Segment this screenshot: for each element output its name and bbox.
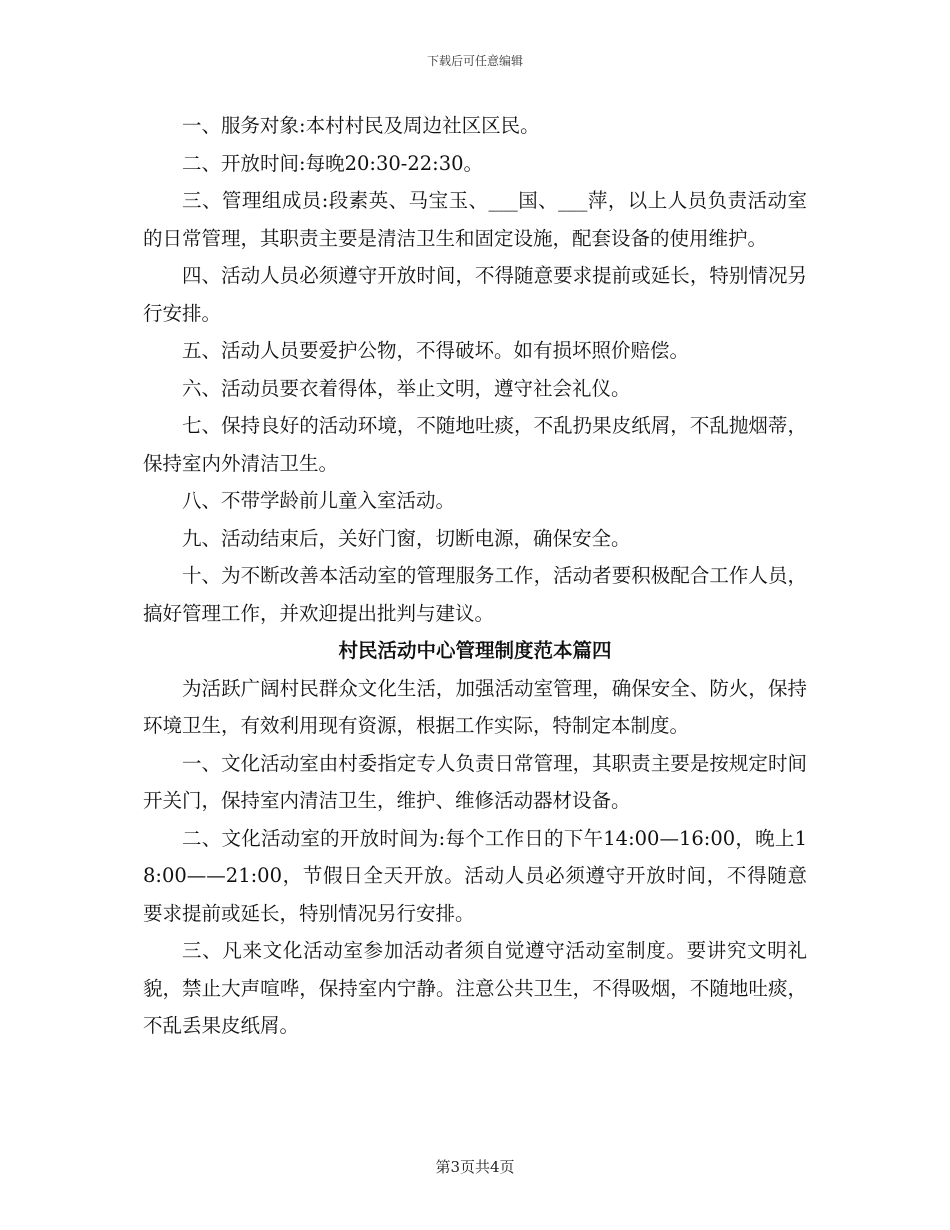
- section-rule-item-2: 二、文化活动室的开放时间为:每个工作日的下午14:00—16:00，晚上18:00——21:00，节假日全天开放。活动人员必须遵守开放时间，不得随意要求提前或延长，特别情况另行安排。: [143, 826, 807, 925]
- page-header-note: 下载后可任意编辑: [426, 54, 523, 68]
- section-rule-item-1: 一、文化活动室由村委指定专人负责日常管理，其职责主要是按规定时间开关门，保持室内清洁卫生，维护、维修活动器材设备。: [143, 751, 807, 812]
- document-body: [143, 107, 807, 1045]
- page-number: 第3页共4页: [435, 1158, 515, 1176]
- rule-item-8: 八、不带学龄前儿童入室活动。: [182, 489, 456, 512]
- rule-item-4: 四、活动人员必须遵守开放时间，不得随意要求提前或延长，特别情况另行安排。: [143, 264, 807, 325]
- rule-item-2: 二、开放时间:每晚20:30-22:30。: [182, 151, 484, 175]
- rule-item-9: 九、活动结束后，关好门窗，切断电源，确保安全。: [182, 526, 631, 550]
- rule-item-10: 十、为不断改善本活动室的管理服务工作，活动者要积极配合工作人员，搞好管理工作，并欢迎提出批判与建议。: [143, 564, 807, 625]
- section-intro: 为活跃广阔村民群众文化生活，加强活动室管理，确保安全、防火，保持环境卫生，有效利用现有资源，根据工作实际，特制定本制度。: [143, 676, 807, 737]
- rule-item-5: 五、活动人员要爱护公物，不得破坏。如有损坏照价赔偿。: [182, 339, 690, 362]
- rule-item-1: 一、服务对象:本村村民及周边社区区民。: [182, 114, 540, 137]
- rule-item-3: 三、管理组成员:段素英、马宝玉、___国、___萍，以上人员负责活动室的日常管理，其职责主要是清洁卫生和固定设施，配套设备的使用维护。: [143, 189, 807, 250]
- rule-item-7: 七、保持良好的活动环境，不随地吐痰，不乱扔果皮纸屑，不乱抛烟蒂，保持室内外清洁卫生。: [143, 414, 807, 475]
- rule-item-6: 六、活动员要衣着得体，举止文明，遵守社会礼仪。: [182, 376, 631, 400]
- section-title: 村民活动中心管理制度范本篇四: [338, 639, 612, 662]
- section-rule-item-3: 三、凡来文化活动室参加活动者须自觉遵守活动室制度。要讲究文明礼貌，禁止大声喧哗，保持室内宁静。注意公共卫生，不得吸烟，不随地吐痰，不乱丢果皮纸屑。: [143, 939, 807, 1037]
